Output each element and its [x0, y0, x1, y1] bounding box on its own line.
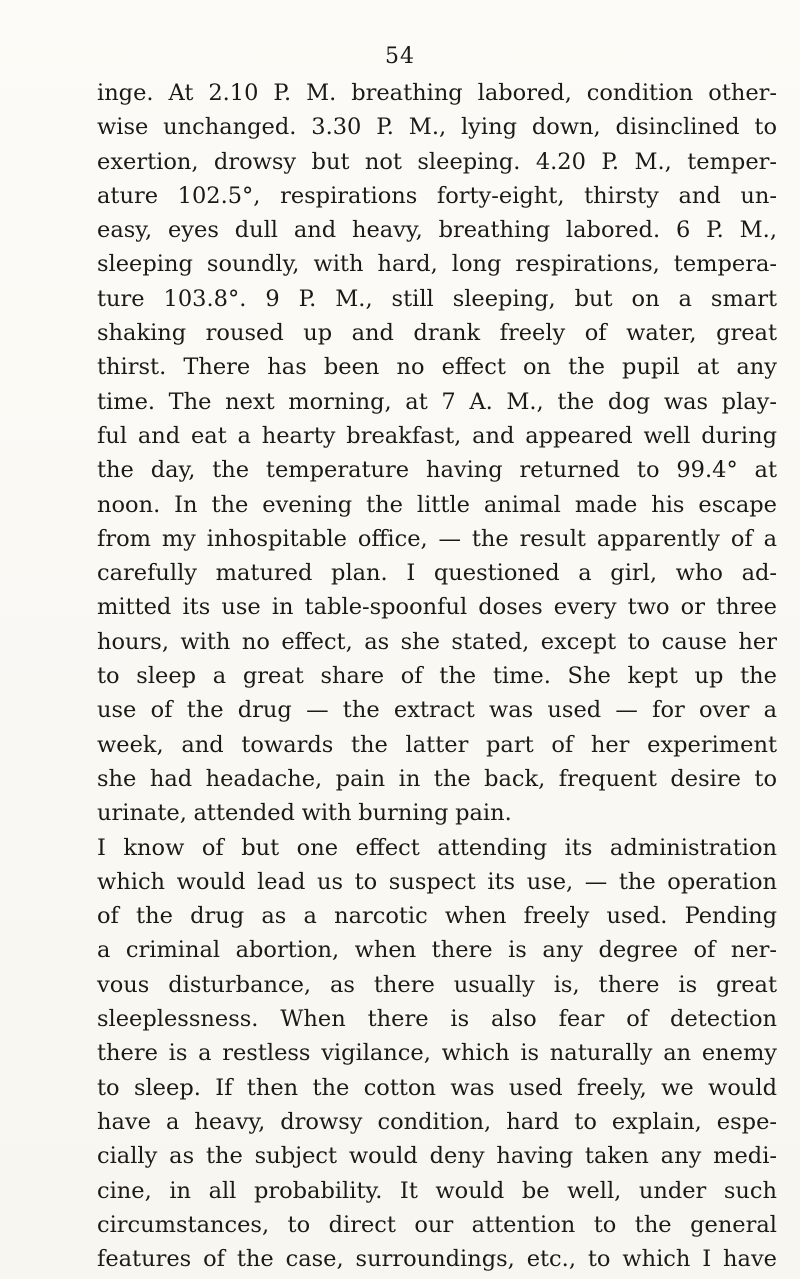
text-line: cine, in all probability. It would be well, under such: [97, 1177, 777, 1204]
text-line: noon. In the evening the little animal made his escape: [97, 491, 777, 518]
text-line: hours, with no effect, as she stated, except to cause her: [97, 628, 777, 655]
paragraph-end-line: urinate, attended with burning pain.: [97, 800, 512, 827]
text-line: circumstances, to direct our attention to the general: [97, 1211, 777, 1238]
text-line: easy, eyes dull and heavy, breathing labored. 6 P. M.,: [97, 217, 777, 244]
text-line: which would lead us to suspect its use, — the operation: [97, 868, 777, 895]
text-line: the day, the temperature having returned to 99.4° at: [97, 457, 777, 484]
text-line: time. The next morning, at 7 A. M., the dog was play-: [97, 388, 777, 415]
text-line: sleeplessness. When there is also fear of detection: [97, 1006, 777, 1033]
text-line: of the drug as a narcotic when freely used. Pending: [97, 903, 777, 930]
text-line: week, and towards the latter part of her experiment: [97, 731, 777, 758]
text-line: mitted its use in table-spoonful doses every two or three: [97, 594, 777, 621]
text-line: use of the drug — the extract was used — for over a: [97, 697, 777, 724]
text-line: there is a restless vigilance, which is naturally an enemy: [97, 1040, 777, 1067]
page-number: 54: [385, 44, 415, 69]
text-line: wise unchanged. 3.30 P. M., lying down, disinclined to: [97, 114, 777, 141]
text-line: carefully matured plan. I questioned a girl, who ad-: [97, 560, 777, 587]
text-line: ature 102.5°, respirations forty-eight, thirsty and un-: [97, 182, 777, 209]
text-line: exertion, drowsy but not sleeping. 4.20 P. M., temper-: [97, 148, 777, 175]
body-text: [97, 76, 777, 1276]
paragraph-start-line: I know of but one effect attending its administration: [97, 834, 777, 861]
text-line: have a heavy, drowsy condition, hard to explain, espe-: [97, 1108, 777, 1135]
text-line: to sleep a great share of the time. She kept up the: [97, 663, 777, 690]
text-line: shaking roused up and drank freely of water, great: [97, 320, 777, 347]
text-line: sleeping soundly, with hard, long respirations, tempera-: [97, 251, 777, 278]
text-line: thirst. There has been no effect on the pupil at any: [97, 354, 777, 381]
text-line: ture 103.8°. 9 P. M., still sleeping, but on a smart: [97, 285, 777, 312]
text-line: cially as the subject would deny having taken any medi-: [97, 1143, 777, 1170]
text-line: from my inhospitable office, — the result apparently of a: [97, 525, 777, 552]
text-line: vous disturbance, as there usually is, there is great: [97, 971, 777, 998]
text-line: she had headache, pain in the back, frequent desire to: [97, 765, 777, 792]
text-line: a criminal abortion, when there is any degree of ner-: [97, 937, 777, 964]
text-line: ful and eat a hearty breakfast, and appeared well during: [97, 422, 777, 449]
text-line: inge. At 2.10 P. M. breathing labored, condition other-: [97, 80, 777, 106]
text-line: to sleep. If then the cotton was used freely, we would: [97, 1074, 777, 1101]
text-line: features of the case, surroundings, etc., to which I have: [97, 1246, 777, 1273]
